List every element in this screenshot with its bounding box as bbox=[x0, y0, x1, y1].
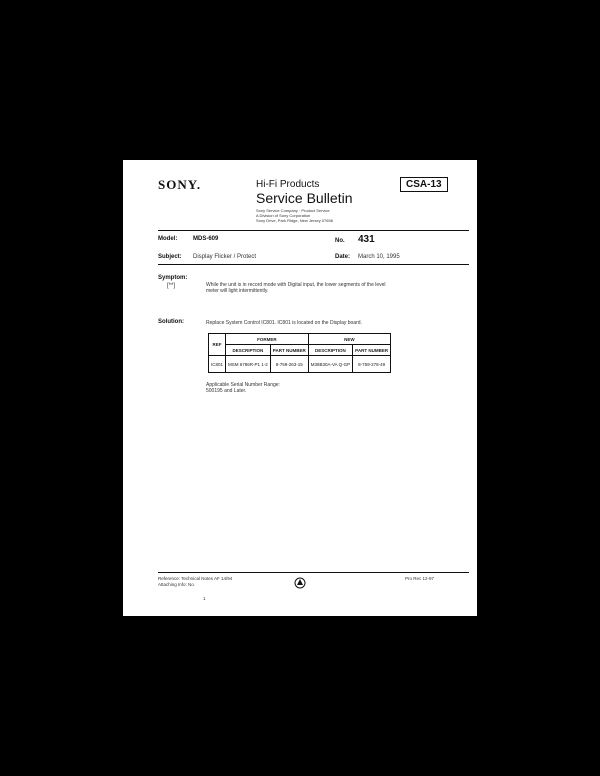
table-header-row bbox=[209, 334, 391, 345]
date-label: Date: bbox=[335, 254, 351, 260]
company-line: Sony Drive, Park Ridge, New Jersey 07656 bbox=[256, 218, 333, 223]
new-description-header: DESCRIPTION bbox=[308, 345, 352, 356]
subject-value: Display Flicker / Protect bbox=[193, 254, 257, 260]
symptom-marker: [**] bbox=[167, 283, 176, 289]
model-value: MDS-609 bbox=[193, 236, 219, 242]
sony-logo: SONY. bbox=[158, 177, 202, 192]
model-label: Model: bbox=[158, 236, 178, 242]
header-divider bbox=[158, 230, 469, 231]
new-part-number-cell: 8-759-278-49 bbox=[353, 356, 391, 373]
serial-line: Applicable Serial Number Range: bbox=[206, 382, 280, 388]
company-line: A Division of Sony Corporation bbox=[256, 213, 311, 218]
parts-table bbox=[208, 333, 391, 373]
serial-range-note bbox=[206, 382, 280, 394]
company-address bbox=[256, 208, 333, 223]
number-label: No. bbox=[335, 238, 345, 244]
company-line: Sony Service Company · Product Service bbox=[256, 208, 330, 213]
symptom-text bbox=[206, 282, 386, 294]
former-header: FORMER bbox=[226, 334, 309, 345]
former-part-number-header: PART NUMBER bbox=[270, 345, 308, 356]
bulletin-number: 431 bbox=[358, 234, 375, 245]
former-description-cell: MSM 6786R-P1 1-2 bbox=[226, 356, 271, 373]
new-description-cell: M38B30A-VA Q-GP bbox=[308, 356, 352, 373]
subject-label: Subject: bbox=[158, 254, 182, 260]
solution-text: Replace System Control IC801. IC801 is located on the Display board. bbox=[206, 320, 362, 326]
serial-line: 500195 and Later. bbox=[206, 388, 247, 394]
bulletin-title: Service Bulletin bbox=[256, 190, 353, 206]
symptom-label: Symptom: bbox=[158, 275, 188, 281]
footer-right-text: Pro Rec 12-97 bbox=[405, 576, 435, 581]
ref-header: REF bbox=[209, 334, 226, 356]
info-divider bbox=[158, 264, 469, 265]
symptom-line: meter will light intermittently. bbox=[206, 288, 269, 294]
bulletin-code-box: CSA-13 bbox=[400, 177, 448, 192]
footer-line: Reference: Technical Notes AF 14/94 bbox=[158, 576, 233, 581]
former-description-header: DESCRIPTION bbox=[226, 345, 271, 356]
new-header: NEW bbox=[308, 334, 390, 345]
new-part-number-header: PART NUMBER bbox=[353, 345, 391, 356]
date-value: March 10, 1995 bbox=[358, 254, 400, 260]
ref-cell: IC801 bbox=[209, 356, 226, 373]
footer-divider bbox=[158, 572, 469, 573]
service-bulletin-page bbox=[123, 160, 477, 616]
footer-line: Attaching Info: No. bbox=[158, 582, 196, 587]
category-label: Hi-Fi Products bbox=[256, 179, 320, 190]
page-number: 1 bbox=[203, 596, 206, 601]
solution-label: Solution: bbox=[158, 319, 184, 325]
footer-reference bbox=[158, 576, 232, 588]
table-row bbox=[209, 356, 391, 373]
symptom-line: While the unit is in record mode with Digital input, the lower segments of the level bbox=[206, 282, 386, 288]
table-subheader-row bbox=[209, 345, 391, 356]
former-part-number-cell: 8-759-263-15 bbox=[270, 356, 308, 373]
service-seal-icon bbox=[294, 577, 306, 589]
